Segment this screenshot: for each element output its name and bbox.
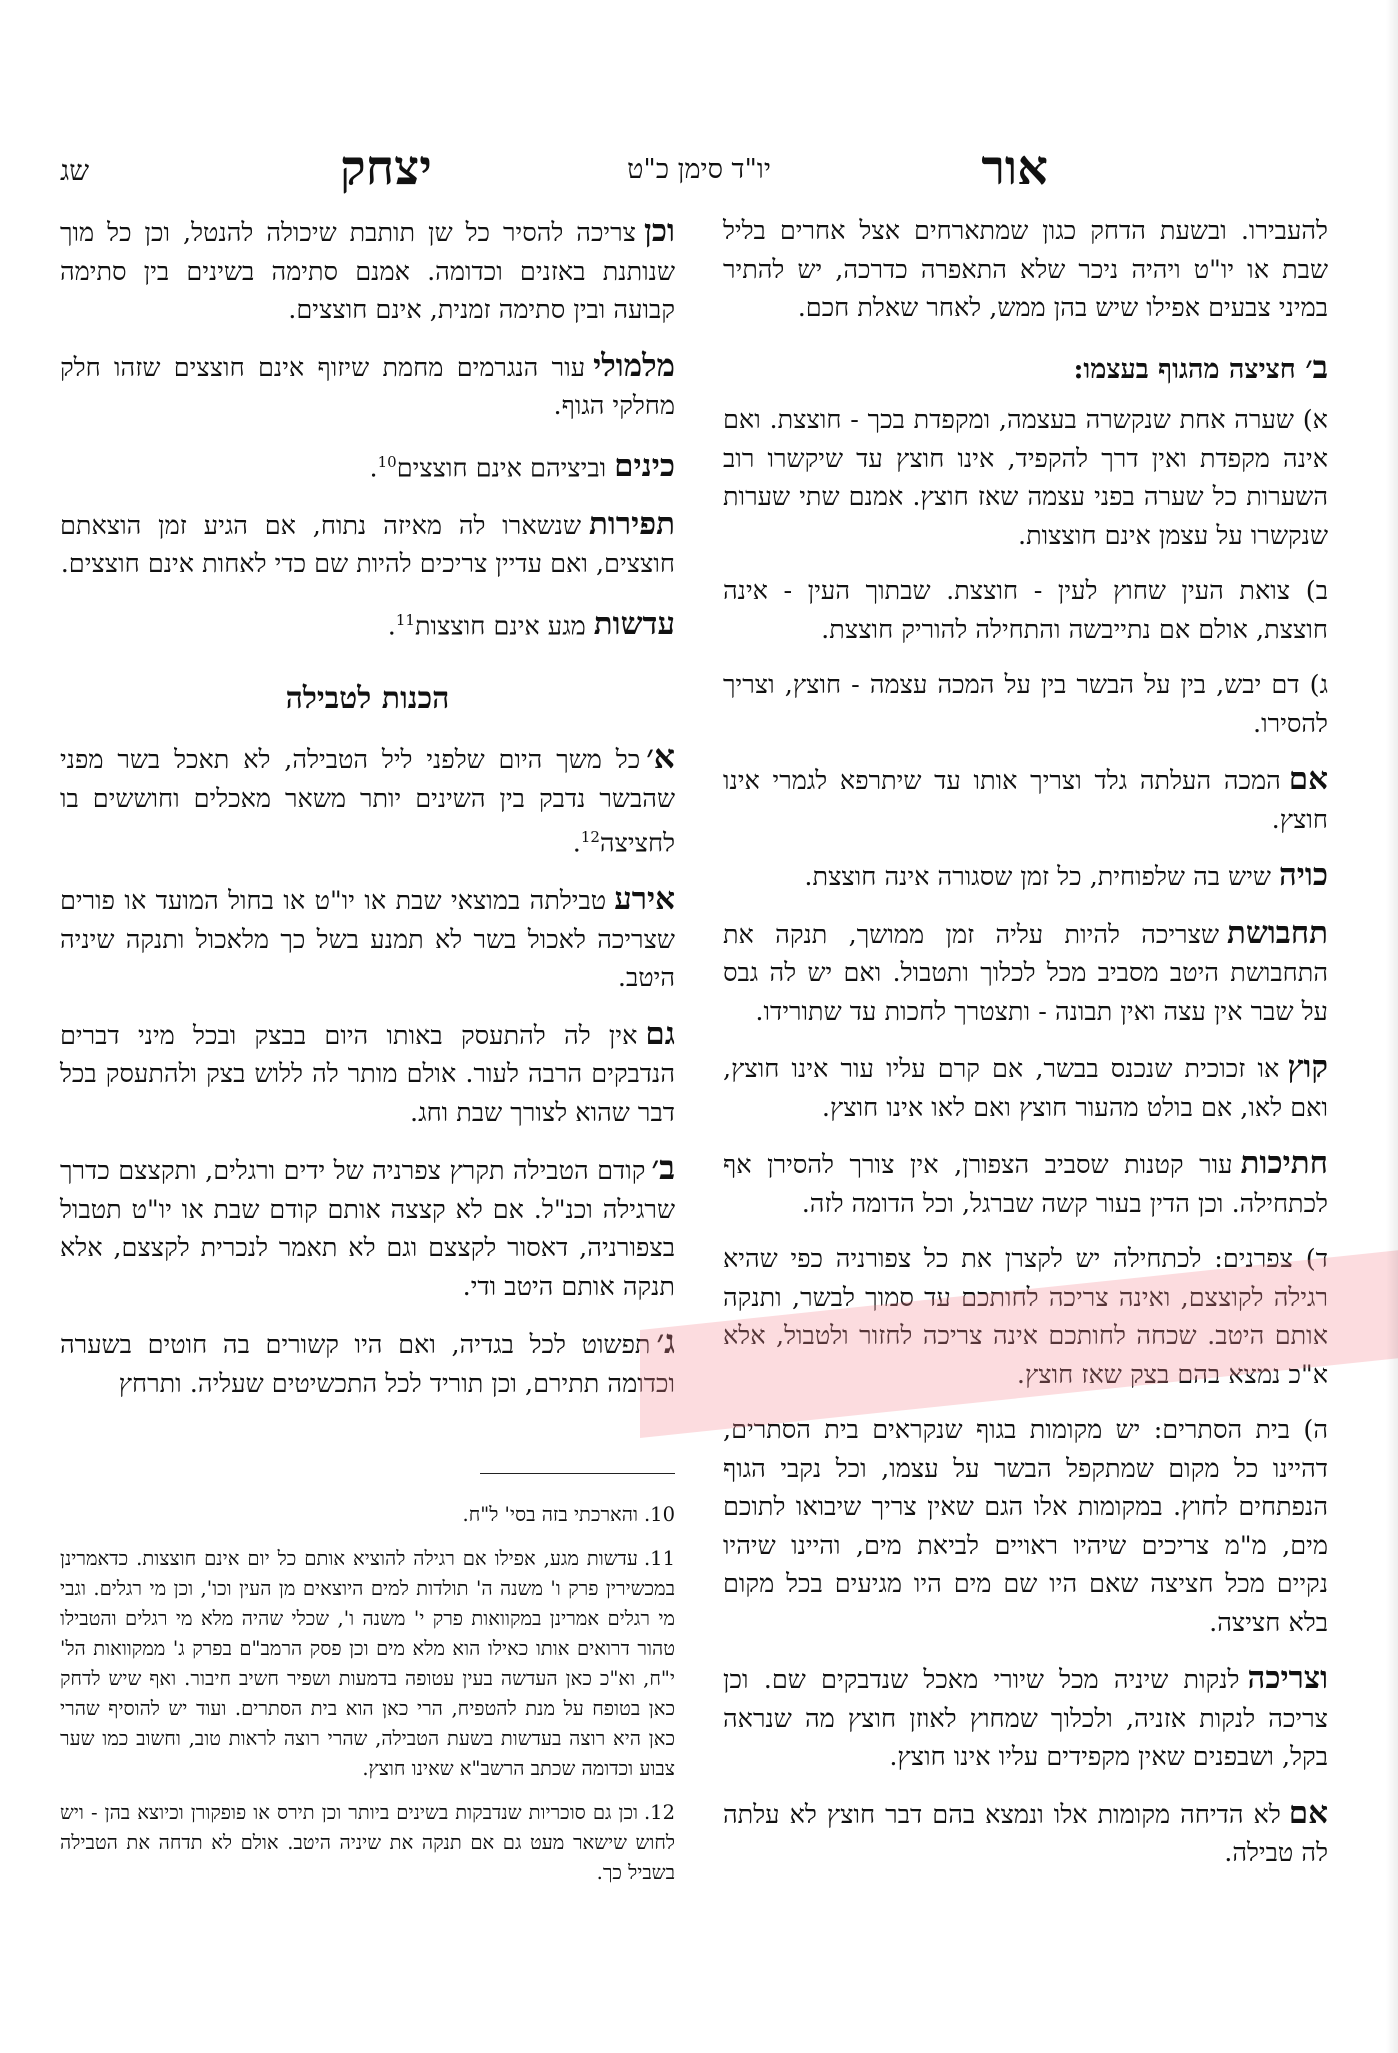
paragraph-text: מגע אינם חוצצות bbox=[414, 611, 586, 641]
clause-letter: א׳ bbox=[646, 737, 675, 776]
footnote-text: עדשות מגע, אפילו אם רגילה להוציא אותם כל יום אינם חוצצות. כדאמרינן במכשירין פרק ו' משנה ה' תולדות למים היוצאים מן העין וכו', וכן מי רגלים. וגבי מי רגלים אמרינן במקוואות פרק י' משנה ו', שכלי שהיה מלא מי רגלים והטבילו טהור דרואים אותו כאילו הוא מלא מים וכן פסק הרמב"ם בפרק ג' ממקוואות הל' י"ח, וא"כ כאן העדשה בעין עטופה בדמעות ושפיר חשיב חיבור. ואף שיש לדחק כאן בטופח על מנת להטפיח, הרי כאן הוא בית הסתרים. ועוד יש להוסיף שהרי כאן היא רוצה בעדשות בשעת הטבילה, שהרי רוצה לראות טוב, וחשוב כמו שער צבוע וכדומה שכתב הרשב"א שאינו חוצץ. bbox=[60, 1547, 675, 1780]
footnote-text: וכן גם סוכריות שנדבקות בשינים ביותר וכן תירס או פופקורן וכיוצא בהן - ויש לחוש שישאר מעט גם אם תנקה את שיניה היטב. אולם לא תדחה את הטבילה בשביל כך. bbox=[60, 1801, 675, 1884]
paragraph-kviya bbox=[723, 856, 1328, 897]
keyword: כינים bbox=[614, 448, 675, 484]
footnote-10 bbox=[60, 1500, 675, 1530]
paragraph-kinim: כיניםוביציהם אינם חוצצים$^{10}$. bbox=[369, 448, 675, 484]
paragraph-ira bbox=[60, 880, 675, 998]
paragraph-text: וביציהם אינם חוצצים bbox=[396, 453, 607, 483]
page-number: שג bbox=[60, 154, 90, 187]
paragraph-tfirot bbox=[60, 505, 675, 584]
section-letter: ב׳ bbox=[1305, 347, 1328, 386]
paragraph-tachboshet bbox=[723, 914, 1328, 1032]
keyword: כויה bbox=[1278, 857, 1328, 893]
paragraph-im bbox=[723, 760, 1328, 839]
section-title: חציצה מהגוף בעצמו: bbox=[1073, 353, 1296, 385]
paragraph-continuation: להעבירו. ובשעת הדחק כגון שמתארחים אצל אחרים בליל שבת או יו"ט ויהיה ניכר שלא התאפרה כדרכה, יש להתיר במיני צבעים אפילו שיש בהן ממש, לאחר שאלת חכם. bbox=[723, 216, 1328, 323]
footnote-number: 10. bbox=[643, 1503, 675, 1526]
footnote-number: 11. bbox=[643, 1547, 675, 1570]
paragraph-text: שיש בה שלפוחית, כל זמן שסגורה אינה חוצצת. bbox=[804, 862, 1271, 892]
keyword: אירע bbox=[614, 881, 675, 917]
paragraph-text: לא הדיחה מקומות אלו ונמצא בהם דבר חוצץ לא עלתה לה טבילה. bbox=[723, 1799, 1328, 1868]
paragraph-text: טבילתה במוצאי שבת או יו"ט או בחול המועד או פורים שצריכה לאכול בשר לא תמנע בשל כך מלאכול ותנקה שיניה היטב. bbox=[60, 886, 675, 993]
paragraph-tzricha bbox=[723, 1659, 1328, 1777]
keyword: גם bbox=[645, 1015, 675, 1052]
paragraph-milmulei bbox=[60, 347, 675, 426]
clause-letter: ג׳ bbox=[656, 1322, 675, 1361]
keyword: אם bbox=[1288, 1794, 1328, 1831]
footnote-11 bbox=[60, 1544, 675, 1784]
footnote-12 bbox=[60, 1798, 675, 1888]
paragraph-im-2 bbox=[723, 1794, 1328, 1873]
clause-letter: ב׳ bbox=[651, 1148, 675, 1187]
clause-d-nails: ד) צפרנים: לכתחילה יש לקצרן את כל צפורניה כפי שהיא רגילה לקוצצם, ואינה צריכה לחותכם עד סמוך לבשר, ותנקה אותם היטב. שכחה לחותכם אינה צריכה לחזור ולטבול, אלא א"כ נמצא בהם בצק שאז חוצץ. bbox=[723, 1244, 1328, 1390]
clause-g: ג) דם יבש, בין על הבשר בין על המכה עצמה - חוצץ, וצריך להסירו. bbox=[723, 670, 1328, 739]
paragraph-text: המכה העלתה גלד וצריך אותו עד שיתרפא לגמרי אינו חוצץ. bbox=[723, 766, 1328, 835]
running-title-right: אור bbox=[981, 140, 1048, 196]
section-title-preparations: הכנות לטבילה bbox=[285, 680, 450, 716]
running-title-left: יצחק bbox=[340, 140, 432, 196]
keyword: תחבושת bbox=[1227, 914, 1328, 951]
footnote-divider bbox=[480, 1473, 675, 1474]
keyword: קוץ bbox=[1287, 1049, 1328, 1085]
paragraph-text: אין לה להתעסק באותו היום בבצק ובכל מיני דברים הנדבקים הרבה לעור. אולם מותר לה ללוש בצק ולהתעסק בכל דבר שהוא לצורך שבת וחג. bbox=[60, 1020, 675, 1128]
running-head bbox=[60, 140, 1338, 200]
footnote-text: והארכתי בזה בסי' ל"ח. bbox=[462, 1503, 638, 1526]
section-heading-b bbox=[723, 348, 1328, 390]
clause-bet bbox=[60, 1149, 675, 1306]
clause-h-hidden-places: ה) בית הסתרים: יש מקומות בגוף שנקראים בית הסתרים, דהיינו כל מקום שמתקפל הבשר על עצמו, וכל נקבי הגוף הנפתחים לחוץ. במקומות אלו הגם שאין צריך שיבואו לתוכם מים, מ"מ צריכים שיהיו ראויים לביאת מים, והיינו שיהיו נקיים מכל חציצה שאם היו שם מים היו מגיעים בכל מקום בלא חציצה. bbox=[723, 1415, 1328, 1638]
paragraph-adashot: עדשותמגע אינם חוצצות$^{11}$. bbox=[387, 606, 675, 642]
left-column bbox=[60, 212, 675, 1902]
paragraph-text: שנשארו לה מאיזה נתוח, אם הגיע זמן הוצאתם חוצצים, ואם עדיין צריכים להיות שם כדי לאחות אינם חוצצים. bbox=[60, 510, 675, 579]
paragraph-kotz bbox=[723, 1048, 1328, 1127]
paragraph-text: עור הנגרמים מחמת שיזוף אינם חוצצים שזהו חלק מחלקי הגוף. bbox=[60, 352, 675, 421]
paragraph-text: או זכוכית שנכנס בבשר, אם קרם עליו עור אינו חוצץ, ואם לאו, אם בולט מהעור חוצץ ואם לאו אינו חוצץ. bbox=[723, 1054, 1328, 1123]
paragraph-vchen bbox=[60, 212, 675, 330]
keyword: וכן bbox=[644, 213, 675, 249]
paragraph-text: שצריכה להיות עליה זמן ממושך, תנקה את התחבושת היטב מסביב מכל לכלוך ותטבול. ואם יש לה גבס על שבר אין עצה ואין תבונה - ותצטרך לחכות עד שתורידו. bbox=[723, 919, 1328, 1027]
clause-b: ב) צואת העין שחוץ לעין - חוצצת. שבתוך העין - אינה חוצצת, אולם אם נתייבשה והתחילה להוריק חוצצת. bbox=[723, 576, 1328, 645]
keyword: חתיכות bbox=[1240, 1145, 1328, 1181]
clause-a: א) שערה אחת שנקשרה בעצמה, ומקפדת בכך - חוצצת. ואם אינה מקפדת ואין דרך להקפיד, אינו חוצץ עד שיקשרו רוב השערות כל שערה בפני עצמה שאז חוצץ. אמנם שתי שערות שנקשרו על עצמן אינם חוצצות. bbox=[723, 405, 1328, 551]
clause-aleph: א׳כל משך היום שלפני ליל הטבילה, לא תאכל בשר מפני שהבשר נדבק בין השינים יותר משאר מאכלים וחוששים בו לחציצה$^{12}$. bbox=[60, 737, 675, 859]
paragraph-text: תפשוט לכל בגדיה, ואם היו קשורים בה חוטים בשערה וכדומה תתירם, וכן תוריד לכל התכשיטים שעליה. ותרחץ bbox=[60, 1330, 675, 1399]
paragraph-text: לנקות שיניה מכל שיורי מאכל שנדבקים שם. וכן צריכה לנקות אזניה, ולכלוך שמחוץ לאוזן חוצץ מה שנראה בקל, ושבפנים שאין מקפידים עליו אינו חוצץ. bbox=[723, 1665, 1328, 1772]
keyword: וצריכה bbox=[1247, 1660, 1328, 1696]
footnote-ref-11[interactable]: 11 bbox=[395, 610, 415, 629]
paragraph-gam bbox=[60, 1015, 675, 1133]
keyword: אם bbox=[1288, 761, 1328, 797]
footnote-number: 12. bbox=[643, 1801, 675, 1824]
paragraph-chatichot bbox=[723, 1144, 1328, 1223]
paragraph-text: צריכה להסיר כל שן תותבת שיכולה להנטל, וכן כל מוך שנותנת באזנים וכדומה. אמנם סתימה בשינים בין סתימה קבועה ובין סתימה זמנית, אינם חוצצים. bbox=[60, 218, 675, 325]
paragraph-text: עור קטנות שסביב הצפורן, אין צורך להסירן אף לכתחילה. וכן הדין בעור קשה שברגל, וכל הדומה לזה. bbox=[723, 1150, 1328, 1219]
keyword: תפירות bbox=[589, 505, 675, 542]
scan-edge-shadow bbox=[1386, 0, 1398, 2053]
clause-gimel bbox=[60, 1323, 675, 1403]
keyword: מלמולי bbox=[593, 347, 675, 384]
footnote-ref-10[interactable]: 10 bbox=[377, 452, 397, 471]
footnote-ref-12[interactable]: 12 bbox=[580, 828, 600, 846]
paragraph-text: כל משך היום שלפני ליל הטבילה, לא תאכל בשר מפני שהבשר נדבק בין השינים יותר משאר מאכלים וחוששים בו לחציצה bbox=[60, 745, 675, 859]
keyword: עדשות bbox=[593, 606, 675, 642]
right-column bbox=[723, 212, 1328, 1890]
paragraph-text: קודם הטבילה תקרץ צפרניה של ידים ורגלים, ותקצצם כדרך שרגילה וכנ"ל. אם לא קצצה אותם קודם שבת או יו"ט תטבול בצפורניה, דאסור לקצצם וגם לא תאמר לנכרית לקצצם, אלא תנקה אותם היטב ודי. bbox=[60, 1156, 675, 1302]
running-siman: יו"ד סימן כ"ט bbox=[627, 154, 771, 185]
